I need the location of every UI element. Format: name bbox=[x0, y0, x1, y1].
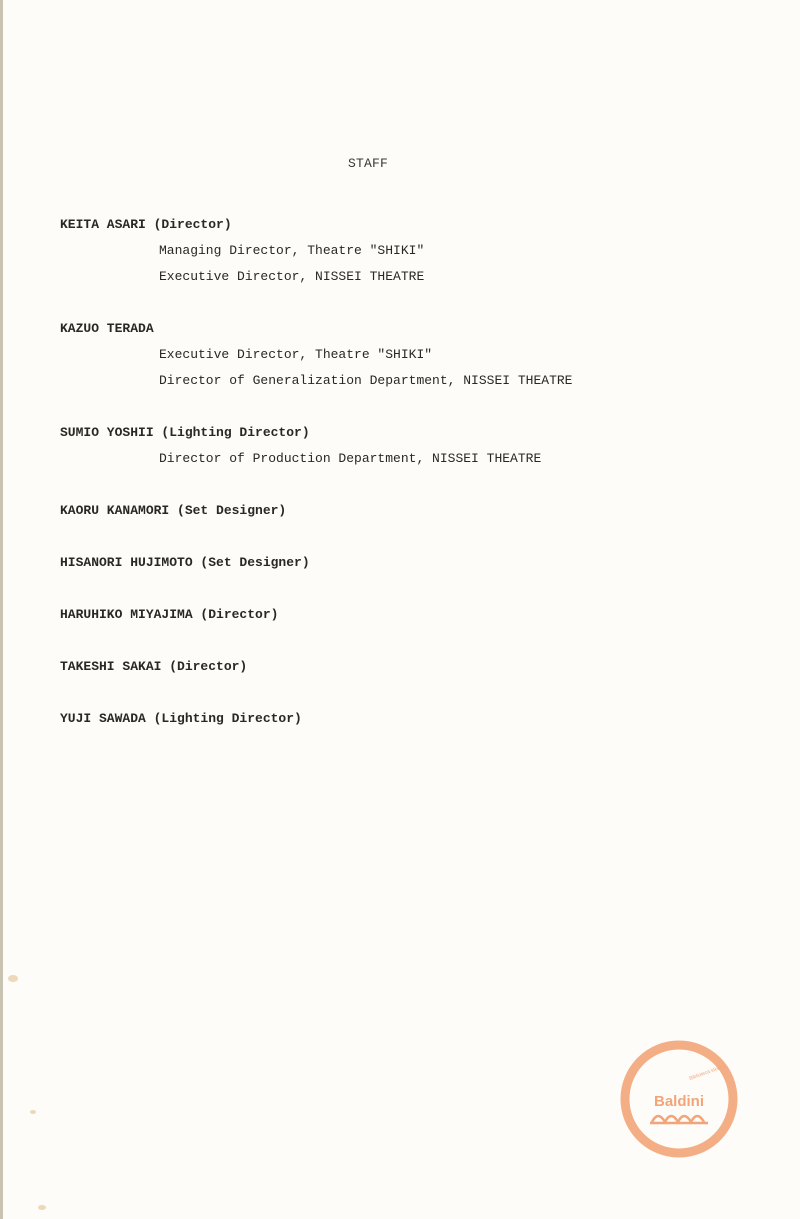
staff-name: KAZUO TERADA bbox=[60, 321, 154, 336]
staff-entry-takeshi-sakai bbox=[60, 654, 760, 680]
paper-stain bbox=[8, 975, 18, 982]
staff-entry-sumio-yoshii bbox=[60, 420, 760, 472]
staff-entry-kaoru-kanamori bbox=[60, 498, 760, 524]
staff-name: KEITA ASARI (Director) bbox=[60, 217, 232, 232]
library-stamp-logo bbox=[620, 1040, 738, 1158]
staff-entry-keita-asari bbox=[60, 212, 760, 290]
staff-name: KAORU KANAMORI (Set Designer) bbox=[60, 503, 287, 518]
staff-name: HARUHIKO MIYAJIMA (Director) bbox=[60, 607, 279, 622]
staff-name: HISANORI HUJIMOTO (Set Designer) bbox=[60, 555, 310, 570]
staff-name: YUJI SAWADA (Lighting Director) bbox=[60, 711, 302, 726]
staff-entry-yuji-sawada bbox=[60, 706, 760, 732]
staff-list bbox=[60, 212, 760, 758]
paper-stain bbox=[30, 1110, 36, 1114]
paper-stain bbox=[38, 1205, 46, 1210]
staff-role-detail: Director of Production Department, NISSEI THEATRE bbox=[159, 451, 542, 466]
staff-entry-kazuo-terada bbox=[60, 316, 760, 394]
svg-text:Baldini: Baldini bbox=[653, 1093, 705, 1110]
staff-role-detail: Executive Director, NISSEI THEATRE bbox=[159, 269, 425, 284]
staff-name: TAKESHI SAKAI (Director) bbox=[60, 659, 248, 674]
staff-role-detail: Executive Director, Theatre "SHIKI" bbox=[159, 347, 433, 362]
staff-role-detail: Managing Director, Theatre "SHIKI" bbox=[159, 243, 425, 258]
staff-name: SUMIO YOSHII (Lighting Director) bbox=[60, 425, 310, 440]
page-title: STAFF bbox=[348, 156, 389, 171]
staff-role-detail: Director of Generalization Department, NISSEI THEATRE bbox=[159, 373, 573, 388]
staff-entry-haruhiko-miyajima bbox=[60, 602, 760, 628]
staff-entry-hisanori-hujimoto bbox=[60, 550, 760, 576]
svg-text:Biblioteca storica: Biblioteca storica bbox=[688, 1063, 727, 1082]
